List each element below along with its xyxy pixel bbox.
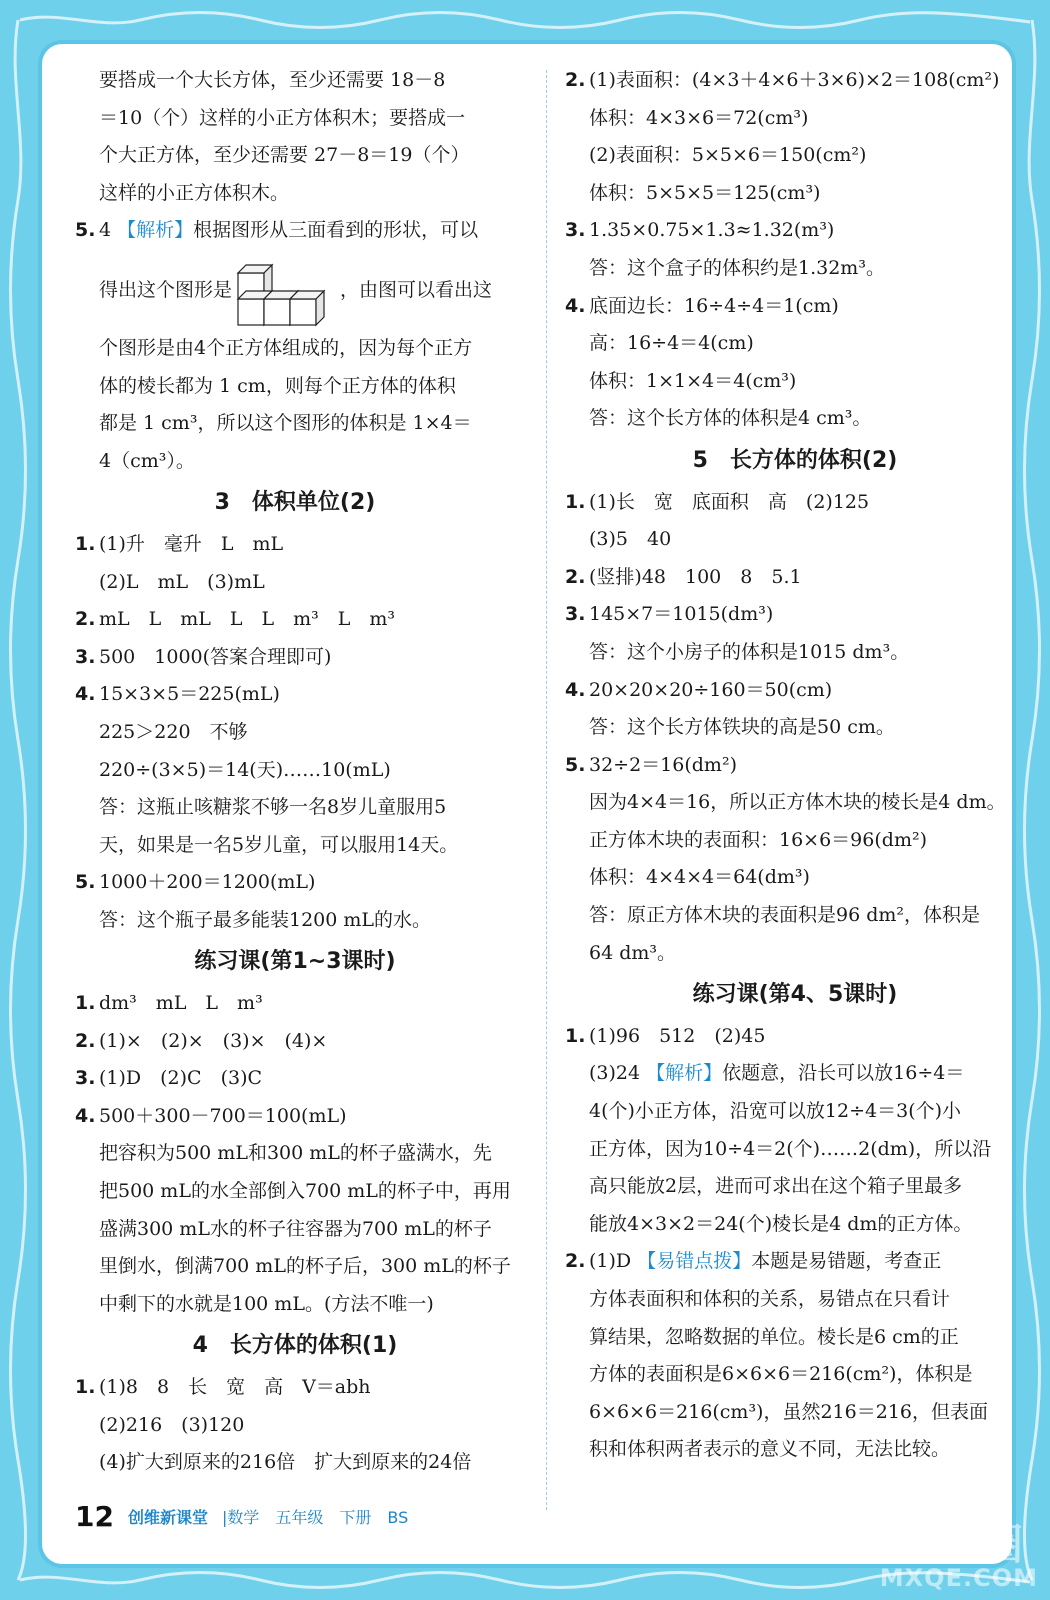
answer-item <box>565 212 1025 250</box>
answer-line: 体积：1×1×4＝4(cm³) <box>589 369 797 392</box>
answer-line: 中剩下的水就是100 mL。(方法不唯一) <box>99 1292 434 1315</box>
item-number: 2. <box>565 565 586 588</box>
answer-line: 答：这瓶止咳糖浆不够一名8岁儿童服用5 <box>99 796 447 819</box>
line-text: 得出这个图形是 <box>99 278 233 301</box>
answer-line: 225＞220 不够 <box>99 720 248 743</box>
answer-line: 4（cm³）。 <box>99 449 195 472</box>
answer-item <box>565 747 1025 785</box>
item-text: 500 1000(答案合理即可) <box>99 645 332 668</box>
column-divider <box>546 70 547 1510</box>
item-text: 1.35×0.75×1.3≈1.32(m³) <box>589 219 835 242</box>
answer-line: 把容积为500 mL和300 mL的杯子盛满水，先 <box>99 1142 492 1165</box>
answer-line: 答：这个瓶子最多能装1200 mL的水。 <box>99 908 432 931</box>
answer-item <box>565 288 1025 326</box>
answer-line: 因为4×4＝16，所以正方体木块的棱长是4 dm。 <box>589 791 1006 814</box>
analysis-tag: 【解析】 <box>117 219 194 242</box>
answer-line: 答：原正方体木块的表面积是96 dm²，体积是 <box>589 904 981 927</box>
item-number: 3. <box>75 645 96 668</box>
item-number: 3. <box>565 219 586 242</box>
answer-item <box>75 639 515 677</box>
line-text-continued: 依题意，沿长可以放16÷4＝ <box>722 1062 965 1085</box>
answer-line: 体的棱长都为 1 cm，则每个正方体的体积 <box>99 374 456 397</box>
answer-item <box>565 672 1025 710</box>
item-number: 2. <box>75 608 96 631</box>
item-number: 1. <box>75 992 96 1015</box>
item-text: (1)× (2)× (3)× (4)× <box>99 1029 328 1052</box>
figure-line <box>75 250 515 330</box>
answer-line: 体积：4×4×4＝64(dm³) <box>589 866 810 889</box>
item-number: 3. <box>565 603 586 626</box>
item-text: 32÷2＝16(dm²) <box>589 753 737 776</box>
answer-line: 4(个)小正方体，沿宽可以放12÷4＝3(个)小 <box>589 1100 962 1123</box>
item-text: 145×7＝1015(dm³) <box>589 603 774 626</box>
item-text: 20×20×20÷160＝50(cm) <box>589 678 833 701</box>
item-number: 1. <box>75 532 96 555</box>
line-text: (3)24 <box>589 1062 647 1085</box>
answer-item <box>565 1243 1025 1281</box>
answer-line: 能放4×3×2＝24(个)棱长是4 dm的正方体。 <box>589 1212 973 1235</box>
answer-line: 答：这个小房子的体积是1015 dm³。 <box>589 640 910 663</box>
section-heading: 3 体积单位(2) <box>214 490 376 516</box>
answer-item <box>75 864 515 902</box>
item-text: 15×3×5＝225(mL) <box>99 683 280 706</box>
answer-item <box>75 601 515 639</box>
answer-item <box>75 985 515 1023</box>
answer-line: 64 dm³。 <box>589 941 677 964</box>
section-heading: 练习课(第1~3课时) <box>194 949 396 975</box>
answer-line: 里倒水，倒满700 mL的杯子后，300 mL的杯子 <box>99 1255 511 1278</box>
item-text: 底面边长：16÷4÷4＝1(cm) <box>589 294 839 317</box>
item-text: mL L mL L L m³ L m³ <box>99 608 396 631</box>
answer-line: 高只能放2层，进而可求出在这个箱子里最多 <box>589 1175 963 1198</box>
item-text: (1)升 毫升 L mL <box>99 532 284 555</box>
answer-line: (3)5 40 <box>589 528 672 551</box>
item-number: 4. <box>75 1104 96 1127</box>
answer-line: 都是 1 cm³，所以这个图形的体积是 1×4＝ <box>99 412 472 435</box>
answer-line: 高：16÷4＝4(cm) <box>589 332 754 355</box>
analysis-tag: 【解析】 <box>646 1062 723 1085</box>
item-text: (1)96 512 (2)45 <box>589 1024 766 1047</box>
answer-line: 答：这个盒子的体积约是1.32m³。 <box>589 256 885 279</box>
footer-info: |数学 五年级 下册 BS <box>221 1507 409 1527</box>
answer-line: 盛满300 mL水的杯子往容器为700 mL的杯子 <box>99 1217 492 1240</box>
answer-item <box>75 526 515 564</box>
answer-item <box>75 1369 515 1407</box>
answer-line: 答：这个长方体的体积是4 cm³。 <box>589 407 872 430</box>
item-text: (1)D <box>589 1250 638 1273</box>
item-number: 1. <box>75 1376 96 1398</box>
item-text: 1000＋200＝1200(mL) <box>99 871 316 894</box>
answer-line: 个图形是由4个正方体组成的，因为每个正方 <box>99 336 473 359</box>
section-heading: 5 长方体的体积(2) <box>692 447 898 473</box>
item-text: (1)表面积：(4×3＋4×6＋3×6)×2＝108(cm²) <box>589 69 1000 91</box>
watermark-line2: MXQE.COM <box>879 1564 1038 1592</box>
section-heading: 4 长方体的体积(1) <box>192 1333 398 1359</box>
answer-line: 积和体积两者表示的意义不同，无法比较。 <box>589 1438 951 1461</box>
answer-line: 正方体木块的表面积：16×6＝96(dm²) <box>589 828 927 851</box>
watermark-line1: 答案圈 <box>892 1520 1025 1569</box>
item-text: (1)长 宽 底面积 高 (2)125 <box>589 490 870 513</box>
answer-item <box>565 484 1025 522</box>
item-number: 2. <box>565 69 586 91</box>
answer-line: 方体的表面积是6×6×6＝216(cm²)，体积是 <box>589 1363 973 1386</box>
item-number: 5. <box>565 753 586 776</box>
answer-item <box>565 559 1025 597</box>
item-number: 1. <box>565 1024 586 1047</box>
answer-line: (2)216 (3)120 <box>99 1413 245 1436</box>
item-text: (1)8 8 长 宽 高 V＝abh <box>99 1376 371 1398</box>
cube-figure-icon <box>234 253 338 329</box>
item-text: (1)D (2)C (3)C <box>99 1067 263 1090</box>
answer-item <box>565 596 1025 634</box>
answer-line: 正方体，因为10÷4＝2(个)……2(dm)，所以沿 <box>589 1137 992 1160</box>
answer-item <box>565 1018 1025 1056</box>
item-text: dm³ mL L m³ <box>99 992 263 1015</box>
answer-line: 天，如果是一名5岁儿童，可以服用14天。 <box>99 833 459 856</box>
answer-line: 把500 mL的水全部倒入700 mL的杯子中，再用 <box>99 1180 511 1203</box>
footer-brand: 创维新课堂 <box>127 1507 208 1527</box>
answer-line: 体积：5×5×5＝125(cm³) <box>589 181 821 204</box>
answer-item <box>75 212 515 250</box>
item-number: 3. <box>75 1067 96 1090</box>
answer-line: 方体表面积和体积的关系，易错点在只看计 <box>589 1288 951 1310</box>
answer-item <box>75 1060 515 1098</box>
answer-line: 要搭成一个大长方体，至少还需要 18－8 <box>99 69 446 91</box>
unit-cube <box>290 291 324 325</box>
section-heading: 练习课(第4、5课时) <box>692 982 898 1008</box>
answer-line: (2)表面积：5×5×6＝150(cm²) <box>589 144 867 167</box>
item-number: 2. <box>75 1029 96 1052</box>
answer-line: 算结果，忽略数据的单位。棱长是6 cm的正 <box>589 1325 959 1348</box>
answer-line: 6×6×6＝216(cm³)，虽然216＝216，但表面 <box>589 1400 989 1423</box>
item-number: 2. <box>565 1250 586 1273</box>
item-number: 5. <box>75 219 96 242</box>
answer-line: (4)扩大到原来的216倍 扩大到原来的24倍 <box>99 1451 472 1474</box>
item-number: 1. <box>565 490 586 513</box>
page-footer <box>75 1496 408 1536</box>
watermark-logo <box>879 1520 1038 1592</box>
answer-line: 这样的小正方体积木。 <box>99 181 290 204</box>
answer-item <box>75 1098 515 1136</box>
answer-item <box>75 676 515 714</box>
item-number: 4. <box>565 294 586 317</box>
answer-item <box>75 1023 515 1061</box>
item-number: 4. <box>565 678 586 701</box>
item-text-continued: 根据图形从三面看到的形状，可以 <box>193 219 479 242</box>
answer-line: 个大正方体，至少还需要 27－8＝19（个） <box>99 144 470 167</box>
answer-line: ＝10（个）这样的小正方体积木；要搭成一 <box>99 106 466 129</box>
item-text: (竖排)48 100 8 5.1 <box>589 565 802 588</box>
item-text: 500＋300－700＝100(mL) <box>99 1104 347 1127</box>
answer-line: (2)L mL (3)mL <box>99 570 265 593</box>
answer-line: 220÷(3×5)＝14(天)……10(mL) <box>99 758 391 781</box>
line-text-continued: ，由图可以看出这 <box>340 278 493 301</box>
answer-line: 体积：4×3×6＝72(cm³) <box>589 106 809 129</box>
answer-item <box>565 62 1025 100</box>
page-number: 12 <box>75 1499 114 1533</box>
item-text-continued: 本题是易错题，考查正 <box>751 1250 942 1273</box>
right-column <box>565 62 1025 1469</box>
item-number: 5. <box>75 871 96 894</box>
analysis-tag: 【易错点拨】 <box>637 1250 752 1273</box>
item-number: 4. <box>75 683 96 706</box>
answer-line <box>565 1055 1025 1093</box>
left-column <box>75 62 515 1482</box>
item-text: 4 <box>99 219 118 242</box>
answer-line: 答：这个长方体铁块的高是50 cm。 <box>589 716 895 739</box>
